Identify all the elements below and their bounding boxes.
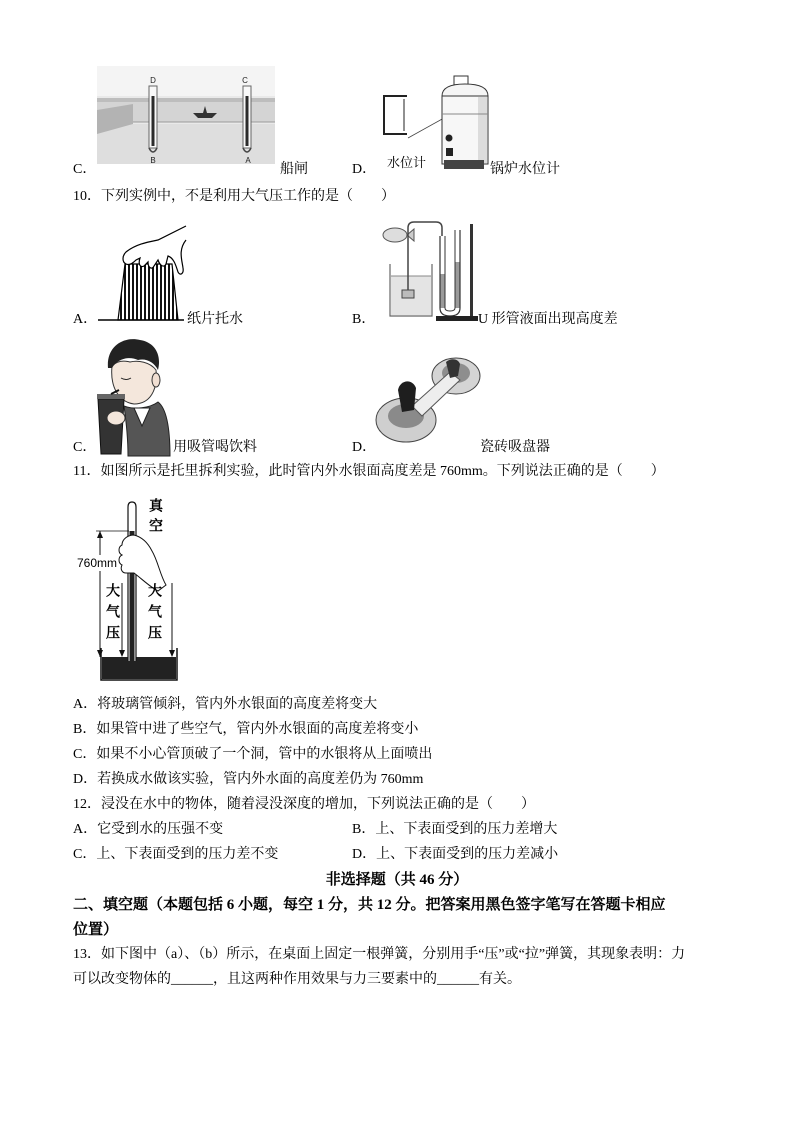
q11-option-b: B．如果管中进了些空气，管内外水银面的高度差将变小	[73, 722, 419, 737]
atm-pressure-label-right: 大气压	[146, 583, 161, 646]
part2-heading-line2: 位置）	[73, 922, 119, 938]
ship-lock-figure	[97, 66, 277, 166]
q12-option-c: C．上、下表面受到的压力差不变	[73, 847, 279, 862]
q10-option-d-letter: D．	[352, 440, 377, 455]
beaker	[390, 264, 432, 316]
q10-stem: 10．下列实例中，不是利用大气压工作的是（ ）	[73, 189, 395, 204]
q13-line2: 可以改变物体的______，且这两种作用效果与力三要素中的______有关。	[73, 972, 521, 987]
water-gauge-label: 水位计	[387, 155, 427, 170]
q10-option-c-caption: 用吸管喝饮料	[173, 440, 257, 455]
u-tube	[440, 230, 460, 316]
ship-lock-label-b: B	[150, 156, 156, 165]
q10-option-a-letter: A．	[73, 312, 98, 327]
vacuum-label: 真空	[147, 498, 162, 538]
q11-option-c: C．如果不小心管顶破了一个洞，管中的水银将从上面喷出	[73, 747, 433, 762]
torricelli-experiment-figure	[72, 495, 184, 685]
paper-holding-water-figure	[96, 222, 188, 324]
q10-option-c-letter: C．	[73, 440, 97, 455]
drink-cup	[97, 390, 125, 454]
left-tube	[149, 86, 157, 152]
ship-lock-label-d: D	[150, 76, 156, 85]
section-title: 非选择题（共 46 分）	[325, 872, 469, 888]
boy-drinking-figure	[94, 336, 172, 458]
dish	[101, 648, 177, 680]
q13-line1: 13．如下图中（a）、（b）所示，在桌面上固定一根弹簧，分别用手“压”或“拉”弹簧，其现象表明：力	[73, 947, 686, 962]
q12-option-d: D．上、下表面受到的压力差减小	[352, 847, 559, 862]
ear	[152, 373, 160, 387]
right-tube	[243, 86, 251, 152]
boiler-figure	[378, 74, 494, 174]
tile-suction-cup-figure	[372, 350, 482, 450]
glass-tube	[128, 502, 136, 661]
q11-option-d: D．若换成水做该实验，管内外水面的高度差仍为 760mm	[73, 772, 424, 787]
q10-option-b-caption: U 形管液面出现高度差	[478, 312, 618, 327]
q11-stem: 11．如图所示是托里拆利实验，此时管内外水银面高度差是 760mm。下列说法正确的是（ ）	[73, 464, 665, 479]
water-level-gauge	[384, 96, 444, 138]
ship-lock-label-a: A	[245, 156, 251, 165]
q9-option-c-letter: C．	[73, 162, 97, 177]
q9-option-c-caption: 船闸	[280, 162, 308, 177]
q10-option-d-caption: 瓷砖吸盘器	[480, 440, 550, 455]
atmospheric-pressure-arrow-left	[119, 583, 125, 657]
atmospheric-pressure-arrow-right	[169, 583, 175, 657]
cup	[118, 264, 178, 320]
ship-lock-label-c: C	[242, 76, 248, 85]
q12-option-b: B．上、下表面受到的压力差增大	[352, 822, 558, 837]
boiler-body	[442, 76, 488, 169]
height-760mm-label: 760mm	[77, 556, 118, 570]
q12-option-a: A．它受到水的压强不变	[73, 822, 224, 837]
q10-option-b-letter: B．	[352, 312, 376, 327]
u-tube-pressure-gauge-figure	[378, 216, 480, 324]
q11-option-a: A．将玻璃管倾斜，管内外水银面的高度差将变大	[73, 697, 378, 712]
q12-stem: 12．浸没在水中的物体，随着浸没深度的增加，下列说法正确的是（ ）	[73, 797, 535, 812]
atm-pressure-label-left: 大气压	[104, 583, 119, 646]
part2-heading-line1: 二、填空题（本题包括 6 小题，每空 1 分，共 12 分。把答案用黑色签字笔写在答题卡相应	[73, 897, 666, 913]
q9-option-d-caption: 锅炉水位计	[490, 162, 560, 177]
q9-option-d-letter: D．	[352, 162, 377, 177]
rubber-bulb	[383, 228, 414, 242]
q10-option-a-caption: 纸片托水	[187, 312, 243, 327]
